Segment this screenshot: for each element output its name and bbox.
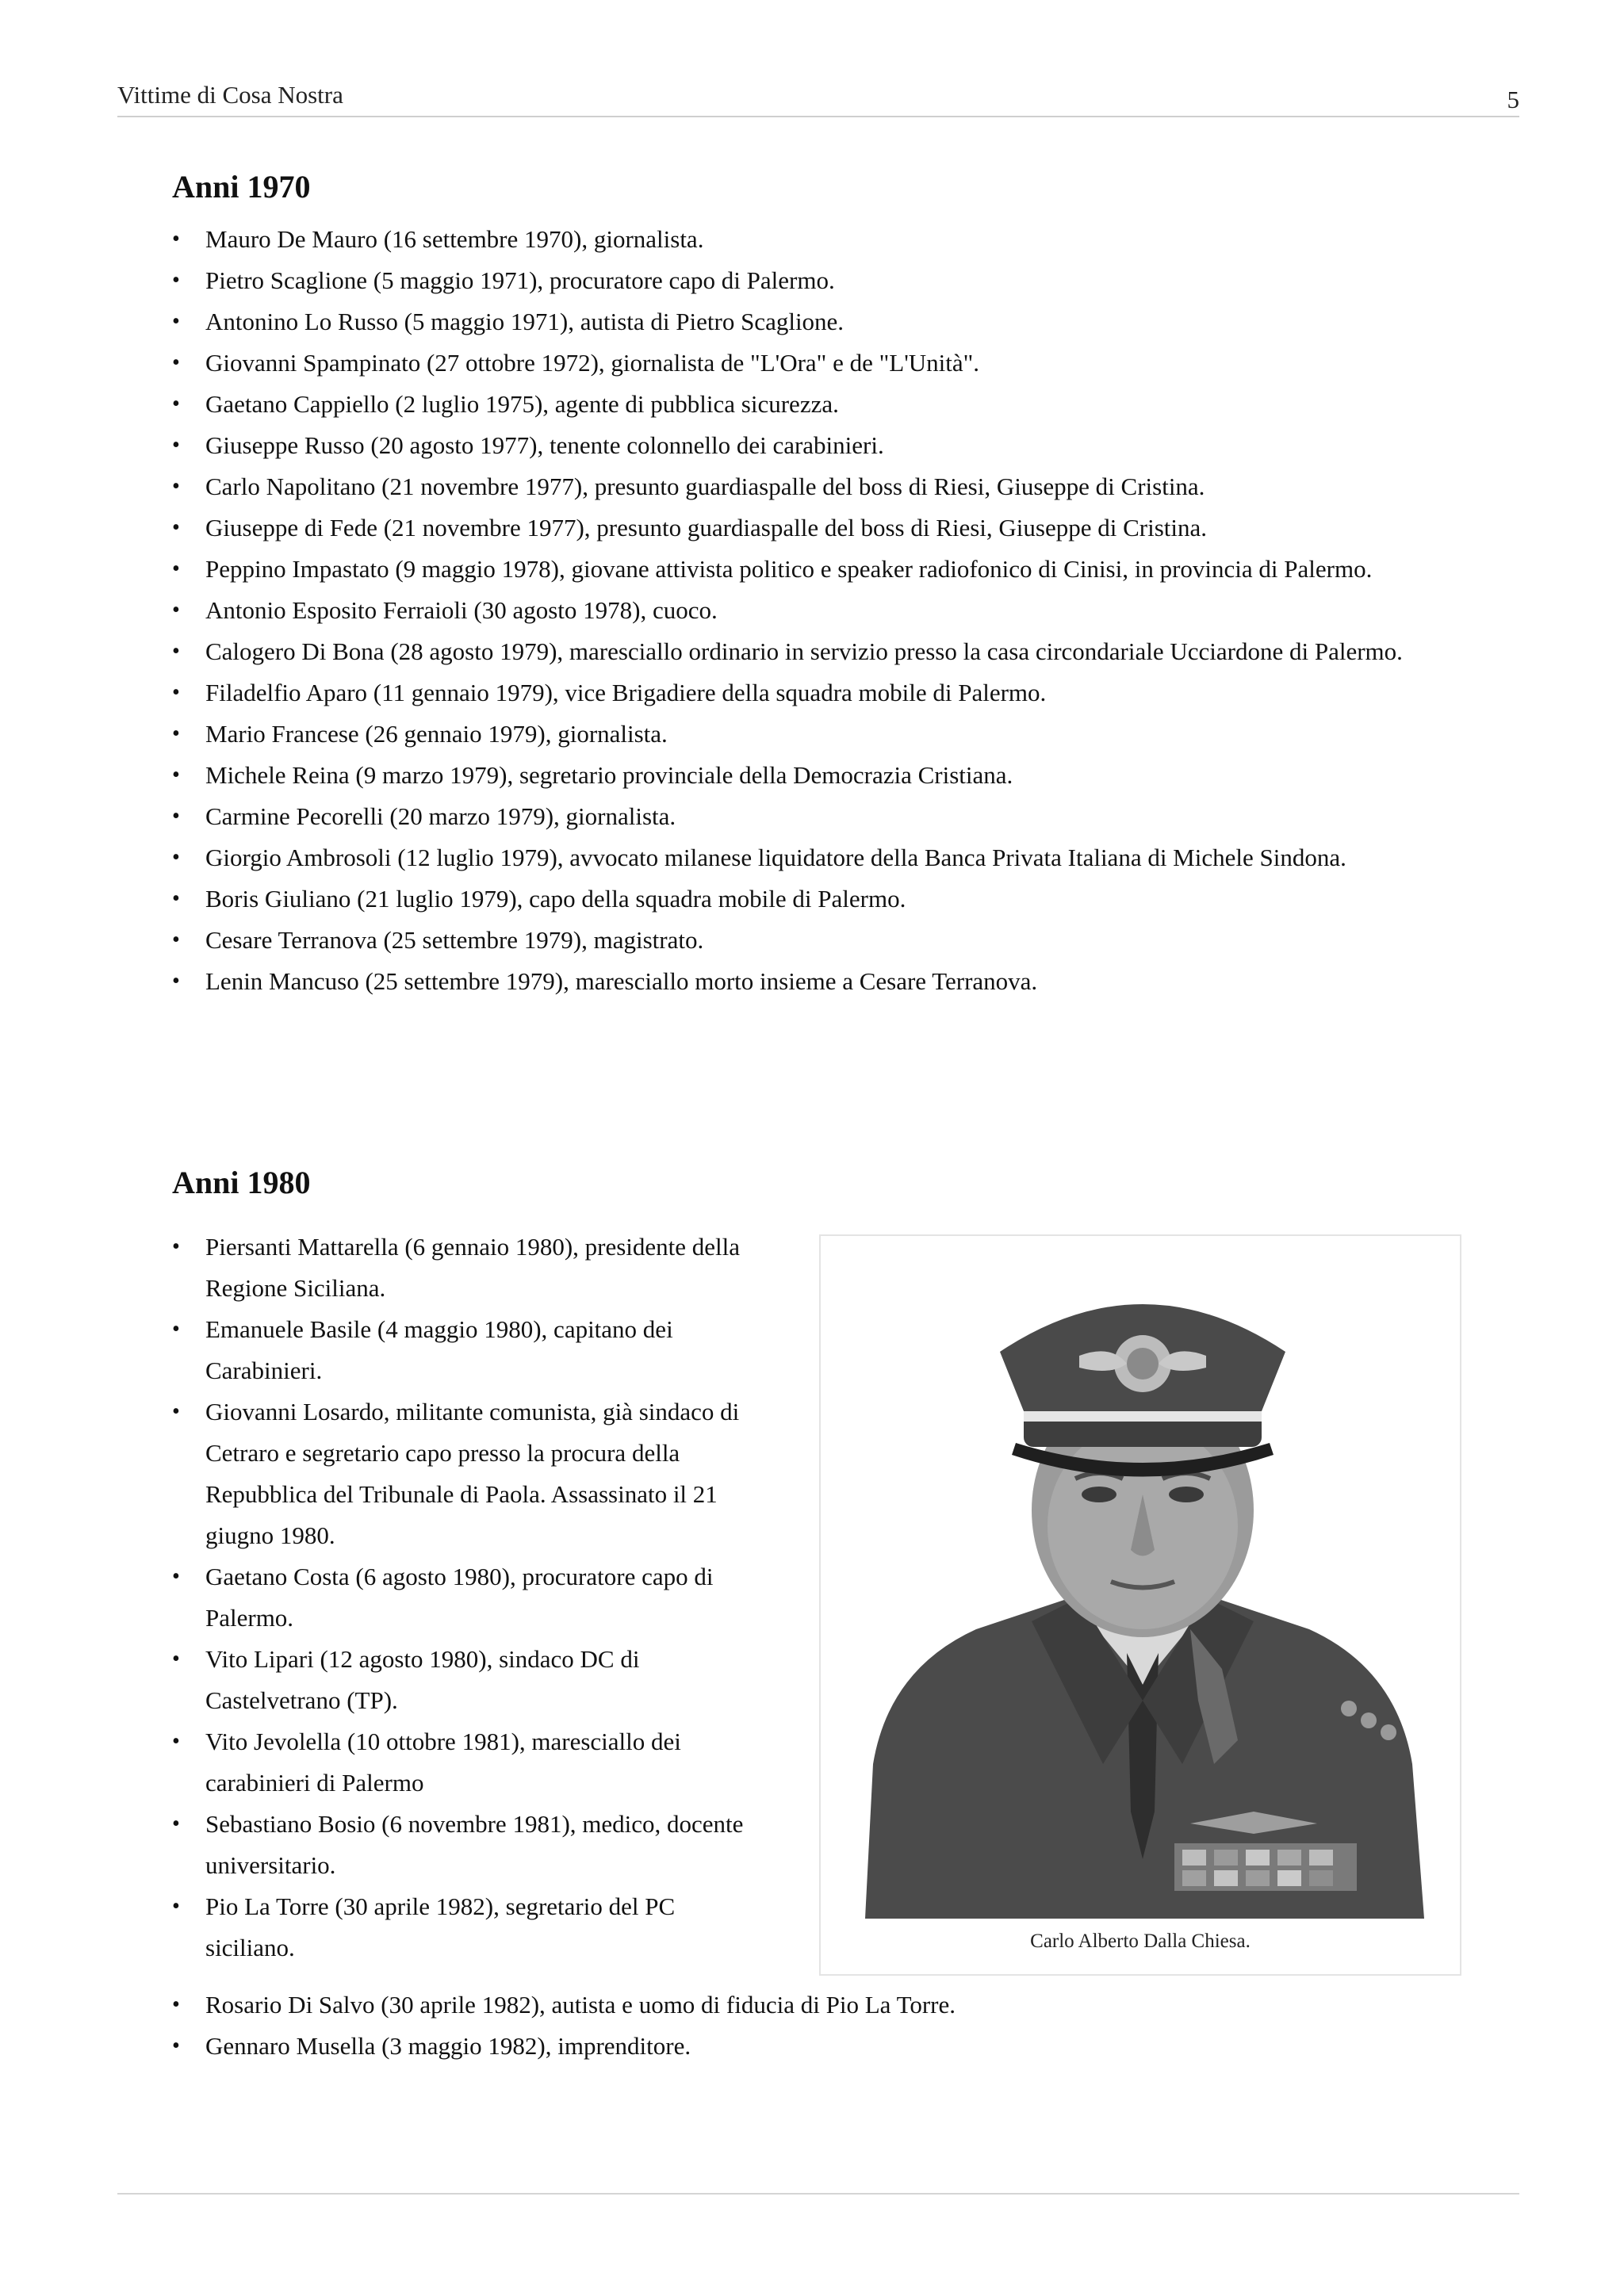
list-item xyxy=(172,878,1457,920)
list-item xyxy=(172,384,1457,425)
list-item xyxy=(172,2026,1457,2067)
list-item xyxy=(172,219,1457,260)
bullet: • xyxy=(172,350,180,375)
bullet: • xyxy=(172,1399,180,1424)
section-heading-1970: Anni 1970 xyxy=(172,169,311,205)
list-item xyxy=(172,1886,759,1969)
bullet: • xyxy=(172,1317,180,1341)
list-item xyxy=(172,1309,759,1391)
bullet: • xyxy=(172,680,180,705)
portrait-figure xyxy=(819,1234,1461,1976)
list-item xyxy=(172,837,1457,878)
list-item-text: Rosario Di Salvo (30 aprile 1982), autista e uomo di fiducia di Pio La Torre. xyxy=(205,1991,956,2019)
list-item xyxy=(172,714,1457,755)
bullet: • xyxy=(172,557,180,581)
victims-list-1980-continued xyxy=(172,1984,1457,2067)
list-item-text: Filadelfio Aparo (11 gennaio 1979), vice Brigadiere della squadra mobile di Palermo. xyxy=(205,679,1047,706)
bullet: • xyxy=(172,1647,180,1671)
list-item xyxy=(172,1226,759,1309)
bullet: • xyxy=(172,763,180,787)
bullet: • xyxy=(172,392,180,416)
bullet: • xyxy=(172,1564,180,1589)
list-item-text: Lenin Mancuso (25 settembre 1979), maresciallo morto insieme a Cesare Terranova. xyxy=(205,967,1038,995)
bullet: • xyxy=(172,804,180,828)
list-item-text: Emanuele Basile (4 maggio 1980), capitano dei Carabinieri. xyxy=(205,1315,673,1384)
figure-caption: Carlo Alberto Dalla Chiesa. xyxy=(1030,1931,1251,1952)
list-item xyxy=(172,631,1457,672)
list-item xyxy=(172,961,1457,1002)
list-item-text: Peppino Impastato (9 maggio 1978), giovane attivista politico e speaker radiofonico di Cinisi, in provincia di Palermo. xyxy=(205,555,1373,583)
list-item-text: Mario Francese (26 gennaio 1979), giornalista. xyxy=(205,720,668,748)
bullet: • xyxy=(172,2034,180,2058)
list-item-text: Gaetano Costa (6 agosto 1980), procuratore capo di Palermo. xyxy=(205,1563,714,1632)
list-item-text: Calogero Di Bona (28 agosto 1979), maresciallo ordinario in servizio presso la casa circondariale Ucciardone di Palermo. xyxy=(205,637,1403,665)
bullet: • xyxy=(172,598,180,622)
list-item xyxy=(172,590,1457,631)
bullet: • xyxy=(172,1234,180,1259)
list-item-text: Sebastiano Bosio (6 novembre 1981), medico, docente universitario. xyxy=(205,1810,744,1879)
section-heading-1980: Anni 1980 xyxy=(172,1165,311,1200)
list-item xyxy=(172,1721,759,1804)
header-title: Vittime di Cosa Nostra xyxy=(117,81,343,109)
bullet: • xyxy=(172,309,180,334)
list-item-text: Giuseppe Russo (20 agosto 1977), tenente colonnello dei carabinieri. xyxy=(205,431,884,459)
bullet: • xyxy=(172,1992,180,2017)
list-item-text: Carmine Pecorelli (20 marzo 1979), giornalista. xyxy=(205,802,676,830)
list-item xyxy=(172,425,1457,466)
list-item-text: Giorgio Ambrosoli (12 luglio 1979), avvocato milanese liquidatore della Banca Privata Italiana di Michele Sindona. xyxy=(205,844,1346,871)
list-item xyxy=(172,1804,759,1886)
list-item-text: Vito Lipari (12 agosto 1980), sindaco DC di Castelvetrano (TP). xyxy=(205,1645,640,1714)
list-item-text: Pio La Torre (30 aprile 1982), segretario del PC siciliano. xyxy=(205,1892,676,1961)
footer-divider xyxy=(117,2193,1519,2195)
victims-list-1980 xyxy=(172,1226,759,1969)
page-header xyxy=(117,78,1519,117)
list-item-text: Antonino Lo Russo (5 maggio 1971), autista di Pietro Scaglione. xyxy=(205,308,845,335)
list-item xyxy=(172,796,1457,837)
list-item xyxy=(172,301,1457,342)
victims-list-1970 xyxy=(172,219,1457,1002)
list-item-text: Antonio Esposito Ferraioli (30 agosto 1978), cuoco. xyxy=(205,596,718,624)
list-item xyxy=(172,1556,759,1639)
bullet: • xyxy=(172,1894,180,1919)
list-item xyxy=(172,549,1457,590)
list-item-text: Giuseppe di Fede (21 novembre 1977), presunto guardiaspalle del boss di Riesi, Giuseppe di Cristina. xyxy=(205,514,1208,541)
list-item xyxy=(172,1391,759,1556)
list-item xyxy=(172,1984,1457,2026)
list-item-text: Piersanti Mattarella (6 gennaio 1980), presidente della Regione Siciliana. xyxy=(205,1233,741,1302)
list-item xyxy=(172,920,1457,961)
list-item-text: Michele Reina (9 marzo 1979), segretario provinciale della Democrazia Cristiana. xyxy=(205,761,1013,789)
list-item xyxy=(172,466,1457,507)
list-item-text: Gaetano Cappiello (2 luglio 1975), agente di pubblica sicurezza. xyxy=(205,390,839,418)
list-item xyxy=(172,507,1457,549)
list-item xyxy=(172,260,1457,301)
list-item-text: Boris Giuliano (21 luglio 1979), capo della squadra mobile di Palermo. xyxy=(205,885,906,913)
bullet: • xyxy=(172,969,180,993)
bullet: • xyxy=(172,474,180,499)
bullet: • xyxy=(172,639,180,664)
bullet: • xyxy=(172,886,180,911)
list-item-text: Carlo Napolitano (21 novembre 1977), presunto guardiaspalle del boss di Riesi, Giuseppe di Cristina. xyxy=(205,473,1205,500)
list-item-text: Vito Jevolella (10 ottobre 1981), maresciallo dei carabinieri di Palermo xyxy=(205,1728,681,1797)
list-item-text: Gennaro Musella (3 maggio 1982), imprenditore. xyxy=(205,2032,691,2060)
page-number: 5 xyxy=(1507,86,1519,113)
bullet: • xyxy=(172,433,180,457)
bullet: • xyxy=(172,1812,180,1836)
portrait-photo xyxy=(841,1257,1444,1919)
bullet: • xyxy=(172,515,180,540)
list-item-text: Cesare Terranova (25 settembre 1979), magistrato. xyxy=(205,926,704,954)
list-item-text: Mauro De Mauro (16 settembre 1970), giornalista. xyxy=(205,225,704,253)
list-item-text: Giovanni Losardo, militante comunista, già sindaco di Cetraro e segretario capo presso la procura della Repubblica del Tribunale di Paola. Assassinato il 21 giugno 1980. xyxy=(205,1398,740,1549)
bullet: • xyxy=(172,268,180,293)
bullet: • xyxy=(172,1729,180,1754)
list-item xyxy=(172,1639,759,1721)
list-item-text: Giovanni Spampinato (27 ottobre 1972), giornalista de "L'Ora" e de "L'Unità". xyxy=(205,349,980,377)
list-item xyxy=(172,672,1457,714)
bullet: • xyxy=(172,928,180,952)
bullet: • xyxy=(172,227,180,251)
bullet: • xyxy=(172,845,180,870)
bullet: • xyxy=(172,721,180,746)
list-item xyxy=(172,755,1457,796)
list-item xyxy=(172,342,1457,384)
list-item-text: Pietro Scaglione (5 maggio 1971), procuratore capo di Palermo. xyxy=(205,266,835,294)
